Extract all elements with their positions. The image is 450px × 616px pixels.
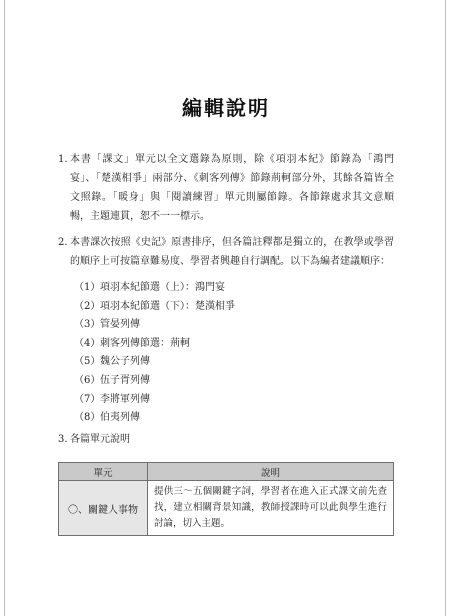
item-text: 本書課次按照《史記》原書排序，但各篇註釋都是獨立的，在教學或學習的順序上可按篇章難易度、學習者興趣自行調配。以下為編者建議順序： — [70, 237, 394, 267]
item-text: 各篇單元說明 — [70, 434, 130, 445]
list-item: （6）伍子胥列傳 — [74, 374, 150, 386]
unit-description-table — [58, 462, 394, 536]
item-number: 2. — [58, 237, 68, 248]
list-item: （5）魏公子列傳 — [74, 356, 150, 368]
unit-cell: 〇、關鍵人事物 — [59, 481, 148, 536]
page-left-border — [4, 0, 5, 616]
item-3 — [58, 430, 394, 449]
list-item: （7）李將軍列傳 — [74, 393, 150, 405]
list-item: （3）管晏列傳 — [74, 319, 140, 331]
item-number: 3. — [58, 434, 68, 445]
page-right-border — [445, 0, 446, 616]
column-header-unit: 單元 — [59, 463, 148, 481]
page-title: 編輯說明 — [182, 96, 270, 120]
table-header-row — [59, 463, 394, 481]
item-1 — [58, 150, 394, 226]
list-item: （8）伯夷列傳 — [74, 412, 140, 424]
list-item: （1）項羽本紀節選（上）：鴻門宴 — [74, 282, 225, 293]
list-item: （2）項羽本紀節選（下）：楚漢相爭 — [74, 300, 235, 312]
description-cell: 提供三～五個關鍵字詞，學習者在進入正式課文前先查找，建立相關背景知識，教師授課時可以此與學生進行討論，切入主題。 — [148, 481, 394, 536]
suggested-order-list — [74, 279, 235, 428]
list-item: （4）刺客列傳節選：荊軻 — [74, 337, 190, 349]
table-row — [59, 481, 394, 536]
item-text: 本書「課文」單元以全文選錄為原則，除《項羽本紀》節錄為「鴻門宴」、「楚漢相爭」兩部分、《刺客列傳》節錄荊軻部分外，其餘各篇皆全文照錄。「暖身」與「閱讀練習」單元則屬節錄。各節錄處求其文意順暢，主題連貫，恕不一一標示。 — [70, 154, 394, 222]
column-header-description: 說明 — [148, 463, 394, 481]
item-number: 1. — [58, 154, 68, 165]
item-2 — [58, 233, 394, 271]
